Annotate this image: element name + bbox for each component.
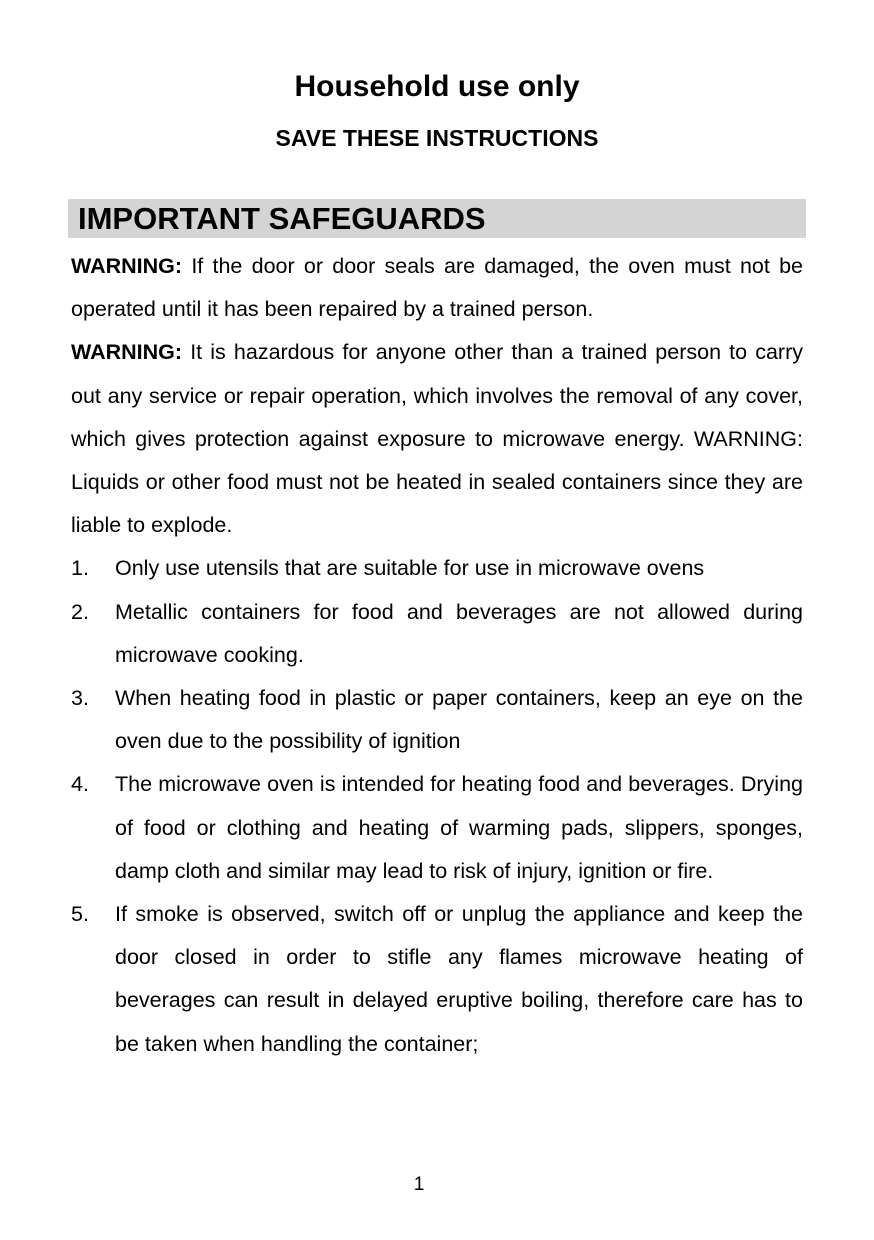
warning-label: WARNING: xyxy=(71,340,183,365)
safeguard-list xyxy=(71,547,803,1065)
page-subtitle: SAVE THESE INSTRUCTIONS xyxy=(275,125,599,151)
page-number: 1 xyxy=(413,1174,425,1195)
list-item-text: Metallic containers for food and beverages are not allowed during microwave cooking. xyxy=(115,599,803,667)
list-item-number: 3. xyxy=(71,686,89,711)
list-item-text: When heating food in plastic or paper containers, keep an eye on the oven due to the possibility of ignition xyxy=(115,686,803,754)
warning-label: WARNING: xyxy=(71,254,183,278)
document-body xyxy=(71,245,803,1066)
list-item-number: 2. xyxy=(71,599,89,624)
list-item-text: If smoke is observed, switch off or unplug the appliance and keep the door closed in order to stifle any flames microwave heating of beverages can result in delayed eruptive boiling, therefore care has to be taken when handling the container; xyxy=(115,902,803,1056)
list-item xyxy=(71,893,803,1066)
list-item xyxy=(71,677,803,763)
list-item-number: 5. xyxy=(71,902,89,927)
warning-text: It is hazardous for anyone other than a trained person to carry out any service or repair operation, which involves the removal of any cover, which gives protection against exposure to microwave energy. WARNING: Liquids or other food must not be heated in sealed containers since they are liable to explode. xyxy=(71,340,803,538)
list-item xyxy=(71,763,803,893)
warning-paragraph xyxy=(71,245,803,331)
warning-text: If the door or door seals are damaged, the oven must not be operated until it has been repaired by a trained person. xyxy=(71,254,803,322)
warning-paragraph xyxy=(71,331,803,547)
list-item-number: 4. xyxy=(71,772,89,797)
list-item xyxy=(71,591,803,677)
list-item-number: 1. xyxy=(71,556,89,581)
page-title: Household use only xyxy=(294,70,580,103)
list-item-text: The microwave oven is intended for heating food and beverages. Drying of food or clothing and heating of warming pads, slippers, sponges, damp cloth and similar may lead to risk of injury, ignition or fire. xyxy=(115,772,803,883)
list-item xyxy=(71,547,803,590)
list-item-text: Only use utensils that are suitable for use in microwave ovens xyxy=(115,556,705,581)
section-heading: IMPORTANT SAFEGUARDS xyxy=(78,201,486,236)
